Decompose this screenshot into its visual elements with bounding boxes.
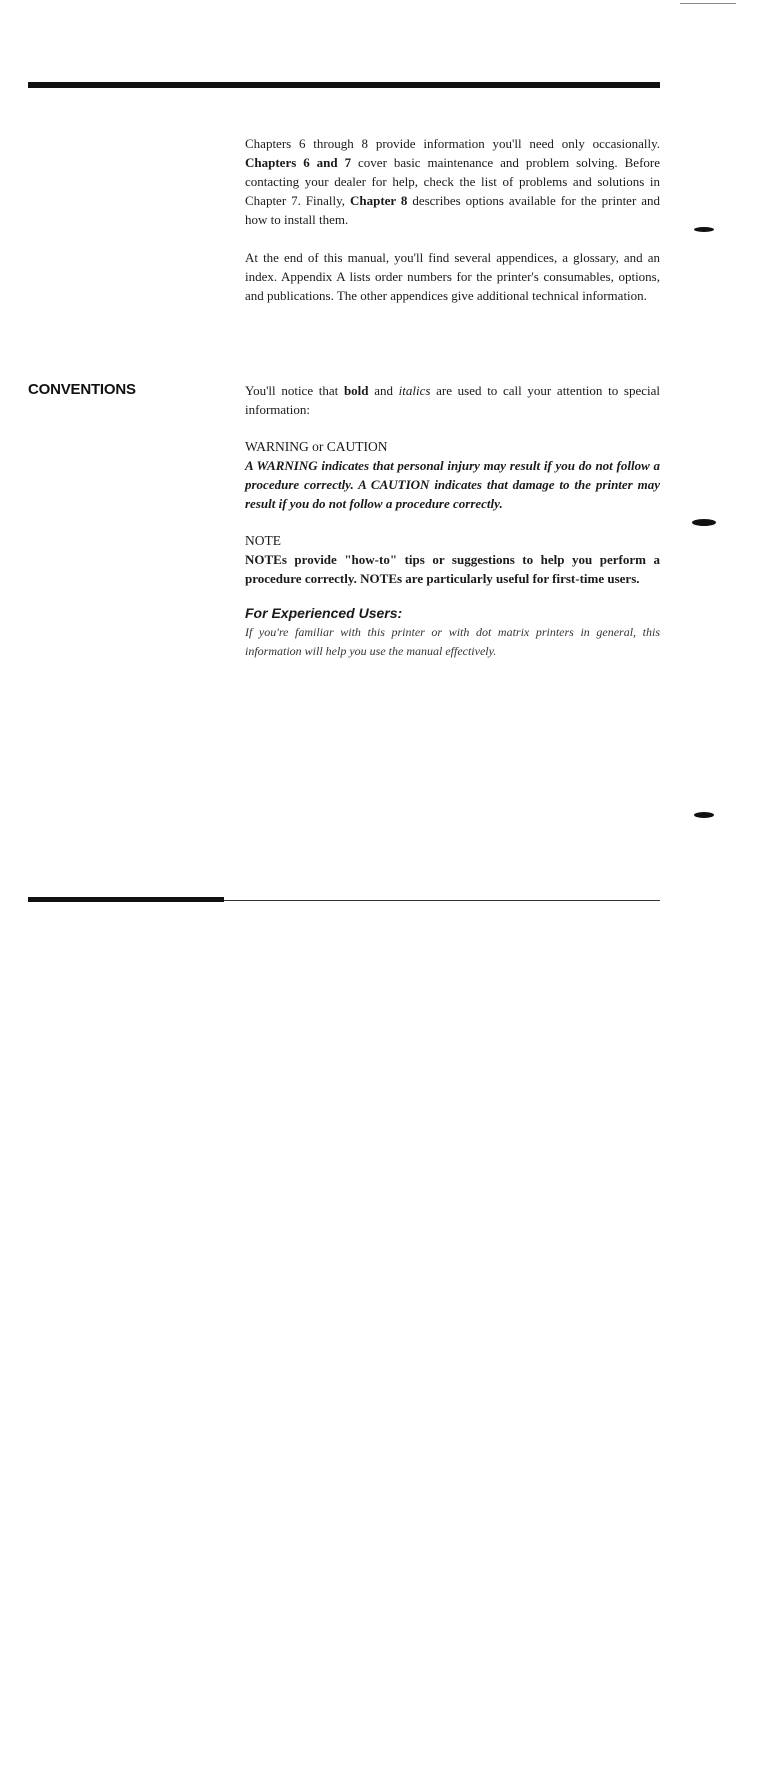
page-edge-mark	[694, 227, 714, 232]
page-edge-mark	[692, 519, 716, 526]
top-rule	[28, 82, 660, 88]
note-block	[245, 531, 660, 588]
experienced-users-title: For Experienced Users:	[245, 605, 403, 621]
intro-paragraph-chapters: Chapters 6 through 8 provide information you'll need only occasionally. Chapters 6 and 7 cover basic maintenance and problem solving. Before contacting your dealer for help, check the list of problems and solutions in Chapter 7. Finally, Chapter 8 describes options available for the printer and how to install them.	[245, 136, 660, 227]
conventions-section	[245, 381, 660, 661]
bold-chapter-8: Chapter 8	[349, 193, 408, 208]
warning-block	[245, 437, 660, 513]
scan-corner-mark	[680, 3, 736, 4]
warning-title: WARNING or CAUTION	[245, 439, 388, 454]
page-edge-mark	[694, 812, 714, 818]
bottom-rule-thin	[224, 900, 660, 901]
bold-example: bold	[343, 383, 369, 398]
warning-body: A WARNING indicates that personal injury may result if you do not follow a procedure correctly. A CAUTION indicates that damage to the printer may result if you do not follow a procedure correctly.	[245, 458, 660, 511]
bottom-rule	[28, 897, 660, 902]
bottom-rule-thick	[28, 897, 224, 902]
conventions-lead: You'll notice that bold and italics are used to call your attention to special information:	[245, 383, 660, 417]
bold-chapters-6-7: Chapters 6 and 7	[245, 155, 352, 170]
note-body: NOTEs provide "how-to" tips or suggestions to help you perform a procedure correctly. NOTEs are particularly useful for first-time users.	[245, 552, 660, 586]
experienced-users-body: If you're familiar with this printer or with dot matrix printers in general, this information will help you use the manual effectively.	[245, 625, 660, 658]
italics-example: italics	[398, 383, 431, 398]
intro-paragraph-appendices: At the end of this manual, you'll find several appendices, a glossary, and an index. Appendix A lists order numbers for the printer's consumables, options, and publications. The other appendices give additional technical information.	[245, 250, 660, 303]
note-title: NOTE	[245, 533, 281, 548]
section-heading-conventions: CONVENTIONS	[28, 381, 136, 398]
intro-section	[245, 134, 660, 305]
